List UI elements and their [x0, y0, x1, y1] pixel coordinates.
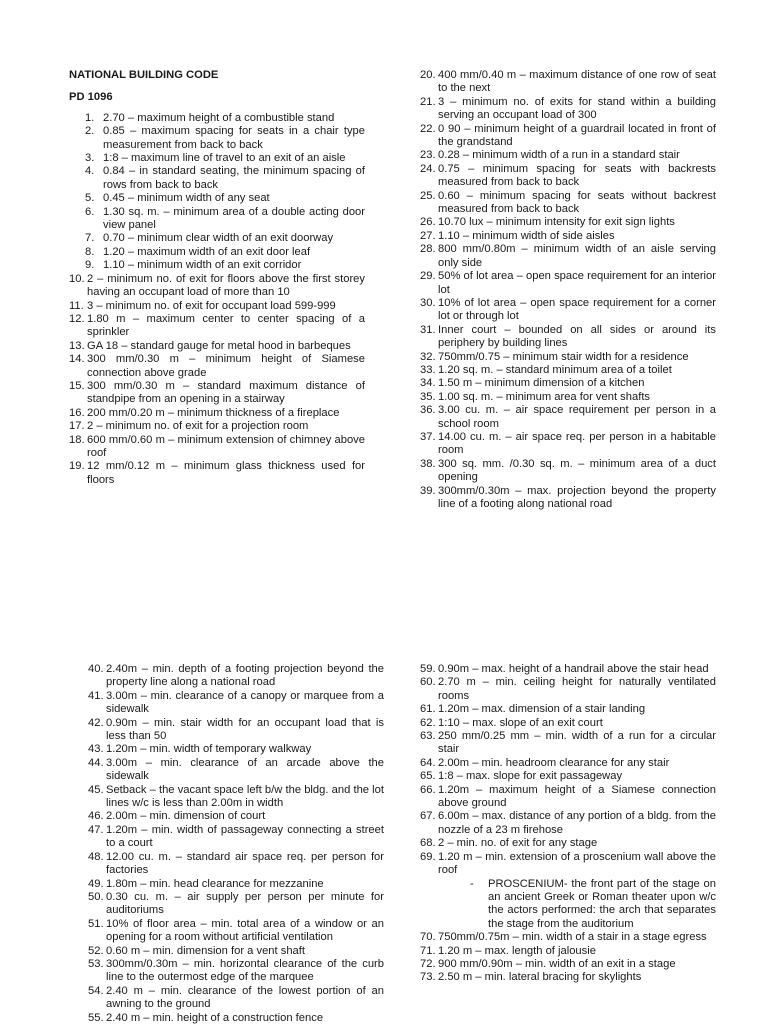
item-number: 16.: [69, 406, 85, 419]
item-text: 750mm/0.75 – minimum stair width for a residence: [438, 350, 689, 363]
item-number: 4.: [85, 165, 95, 178]
item-number: 23.: [420, 149, 436, 162]
item-number: 25.: [420, 189, 436, 202]
list-item: [420, 377, 716, 390]
item-number: 24.: [420, 162, 436, 175]
item-number: 38.: [420, 457, 436, 470]
list-item: [420, 931, 716, 944]
item-number: 64.: [420, 756, 436, 769]
item-list: [88, 663, 384, 1025]
item-text: 2 – minimum no. of exit for a projection room: [87, 420, 309, 433]
item-list: [420, 663, 716, 878]
item-text: 300 mm/0.30 m – minimum height of Siamese connection above grade: [87, 353, 365, 379]
item-number: 11.: [69, 299, 84, 312]
list-item: [420, 243, 716, 270]
item-number: 12.: [69, 312, 85, 325]
list-item: [69, 460, 365, 487]
item-number: 33.: [420, 363, 436, 376]
list-item: [69, 313, 365, 340]
item-number: 59.: [420, 663, 436, 675]
list-item: [69, 259, 365, 272]
list-item: [69, 246, 365, 259]
item-number: 10.: [69, 272, 85, 285]
item-number: 66.: [420, 783, 436, 796]
list-item: [88, 690, 384, 717]
item-text: 50% of lot area – open space requirement for an interior lot: [438, 270, 716, 296]
item-number: 43.: [88, 743, 104, 756]
item-number: 67.: [420, 810, 436, 823]
list-item: [88, 985, 384, 1012]
item-text: 12.00 cu. m. – standard air space req. per person for factories: [106, 850, 384, 877]
list-item: [420, 270, 716, 297]
item-text: 2.40 m – min. height of a construction fence: [106, 1011, 324, 1024]
item-text: 300 mm/0.30 m – standard maximum distance of standpipe from an opening in a stairway: [87, 379, 365, 406]
list-item: [420, 190, 716, 217]
item-text: 900 mm/0.90m – min. width of an exit in a stage: [438, 957, 676, 970]
proscenium-note: [470, 878, 716, 932]
item-text: 2.40m – min. depth of a footing projection beyond the property line along a national road: [106, 663, 384, 689]
item-number: 39.: [420, 484, 436, 497]
item-text: 800 mm/0.80m – minimum width of an aisle serving only side: [438, 243, 716, 269]
item-number: 72.: [420, 957, 436, 970]
item-number: 22.: [420, 122, 436, 135]
item-number: 19.: [69, 460, 85, 473]
document-subtitle: PD 1096: [69, 91, 113, 104]
item-number: 8.: [85, 245, 95, 258]
list-item: [420, 69, 716, 96]
item-text: 2 – minimum no. of exit for floors above the first storey having an occupant load of more than 10: [87, 272, 365, 299]
list-item: [420, 149, 716, 162]
list-item: [420, 163, 716, 190]
item-number: 50.: [88, 890, 104, 903]
item-number: 47.: [88, 823, 104, 836]
item-number: 52.: [88, 944, 104, 957]
list-item: [88, 918, 384, 945]
item-text: 0.90m – max. height of a handrail above the stair head: [438, 663, 709, 675]
list-item: [69, 380, 365, 407]
list-item: [420, 757, 716, 770]
item-text: 1.20 – maximum width of an exit door leaf: [103, 245, 311, 258]
item-text: 10% of floor area – min. total area of a window or an opening for a room without artificial ventilation: [106, 917, 384, 944]
list-item: [88, 784, 384, 811]
item-text: 0 90 – minimum height of a guardrail located in front of the grandstand: [438, 122, 716, 149]
list-item: [420, 730, 716, 757]
item-text: 2.50 m – min. lateral bracing for skylights: [438, 971, 642, 984]
item-text: 0.75 – minimum spacing for seats with backrests measured from back to back: [438, 162, 716, 189]
list-item: [420, 945, 716, 958]
list-item: [69, 112, 365, 125]
item-number: 9.: [85, 259, 95, 272]
list-item: [420, 96, 716, 123]
note-text: PROSCENIUM- the front part of the stage on an ancient Greek or Roman theater upon w/c the actors performed: the arch that separates the stage from the auditorium: [488, 877, 716, 930]
item-text: GA 18 – standard gauge for metal hood in barbeques: [87, 339, 351, 352]
item-text: 1.30 sq. m. – minimum area of a double acting door view panel: [103, 205, 365, 232]
item-number: 14.: [69, 353, 85, 366]
list-item: [69, 273, 365, 300]
item-number: 45.: [88, 783, 104, 796]
item-text: 1.20 m – max. length of jalousie: [438, 944, 596, 957]
list-item: [69, 165, 365, 192]
list-item: [420, 770, 716, 783]
list-item: [88, 1012, 384, 1025]
item-number: 15.: [69, 379, 85, 392]
list-item: [88, 810, 384, 823]
item-text: 3 – minimum no. of exit for occupant load 599-999: [87, 299, 336, 312]
list-item: [69, 125, 365, 152]
list-item: [69, 353, 365, 380]
list-item: [420, 485, 716, 512]
item-number: 27.: [420, 229, 436, 242]
item-text: 0.85 – maximum spacing for seats in a chair type measurement from back to back: [103, 125, 365, 151]
item-number: 41.: [88, 689, 104, 702]
item-text: 10% of lot area – open space requirement for a corner lot or through lot: [438, 296, 716, 323]
item-number: 65.: [420, 770, 436, 783]
item-text: 6.00m – max. distance of any portion of a bldg. from the nozzle of a 23 m firehose: [438, 810, 716, 836]
item-text: 1.20m – min. width of temporary walkway: [106, 743, 312, 756]
list-item: [69, 300, 365, 313]
list-item: [420, 676, 716, 703]
list-item: [420, 958, 716, 971]
item-number: 5.: [85, 192, 95, 205]
item-number: 21.: [420, 95, 436, 108]
item-number: 17.: [69, 420, 85, 433]
item-number: 3.: [85, 152, 95, 165]
item-text: 1:8 – maximum line of travel to an exit of an aisle: [103, 152, 346, 165]
item-text: 0.60 m – min. dimension for a vent shaft: [106, 944, 305, 957]
item-number: 63.: [420, 730, 436, 743]
item-list: [420, 931, 716, 985]
list-item: [88, 663, 384, 690]
item-text: 0.84 – in standard seating, the minimum spacing of rows from back to back: [103, 165, 365, 191]
item-text: 3.00m – min. clearance of an arcade above the sidewalk: [106, 756, 384, 783]
item-text: 300mm/0.30m – min. horizontal clearance of the curb line to the outermost edge of the marquee: [106, 957, 384, 984]
list-item: [88, 851, 384, 878]
list-item: [420, 297, 716, 324]
item-text: 2.00m – min. headroom clearance for any stair: [438, 756, 670, 769]
list-item: [88, 743, 384, 756]
item-number: 61.: [420, 703, 436, 716]
list-item: [420, 364, 716, 377]
item-text: Inner court – bounded on all sides or around its periphery by building lines: [438, 323, 716, 350]
item-number: 46.: [88, 810, 104, 823]
item-text: 10.70 lux – minimum intensity for exit sign lights: [438, 216, 675, 229]
item-text: 1.20 m – min. extension of a proscenium wall above the roof: [438, 850, 716, 877]
item-number: 49.: [88, 877, 104, 890]
item-number: 30.: [420, 296, 436, 309]
item-text: 1.20m – min. width of passageway connecting a street to a court: [106, 823, 384, 850]
item-number: 2.: [85, 125, 95, 138]
item-text: 3.00m – min. clearance of a canopy or marquee from a sidewalk: [106, 689, 384, 716]
list-item: [420, 351, 716, 364]
list-item: [69, 192, 365, 205]
item-text: 3.00 cu. m. – air space requirement per person in a school room: [438, 404, 716, 430]
item-text: 1.20m – max. dimension of a stair landing: [438, 703, 646, 716]
item-text: 1:8 – max. slope for exit passageway: [438, 770, 623, 783]
list-item: [69, 420, 365, 433]
item-text: 12 mm/0.12 m – minimum glass thickness used for floors: [87, 460, 365, 486]
item-text: 1:10 – max. slope of an exit court: [438, 716, 603, 729]
column-2: [420, 69, 716, 511]
item-number: 40.: [88, 663, 104, 675]
item-number: 28.: [420, 243, 436, 256]
list-item: [88, 717, 384, 744]
item-text: 3 – minimum no. of exits for stand within a building serving an occupant load of 300: [438, 95, 716, 122]
item-number: 20.: [420, 69, 436, 81]
item-number: 71.: [420, 944, 436, 957]
item-text: 2.00m – min. dimension of court: [106, 810, 266, 823]
item-number: 7.: [85, 232, 95, 245]
list-item: [88, 824, 384, 851]
item-number: 70.: [420, 931, 436, 944]
list-item: [420, 851, 716, 878]
item-number: 29.: [420, 270, 436, 283]
item-number: 69.: [420, 850, 436, 863]
item-text: 2 – min. no. of exit for any stage: [438, 837, 598, 850]
list-item: [69, 152, 365, 165]
item-text: 0.45 – minimum width of any seat: [103, 192, 270, 205]
list-item: [88, 878, 384, 891]
item-text: 300 sq. mm. /0.30 sq. m. – minimum area of a duct opening: [438, 457, 716, 484]
item-text: 250 mm/0.25 mm – min. width of a run for a circular stair: [438, 730, 716, 756]
list-item: [420, 324, 716, 351]
item-number: 53.: [88, 957, 104, 970]
item-number: 51.: [88, 917, 104, 930]
list-item: [88, 757, 384, 784]
item-number: 55.: [88, 1011, 104, 1024]
list-item: [88, 945, 384, 958]
list-item: [69, 206, 365, 233]
item-number: 6.: [85, 205, 95, 218]
item-number: 35.: [420, 390, 436, 403]
item-list: [420, 69, 716, 511]
item-number: 54.: [88, 984, 104, 997]
column-3: [88, 663, 384, 1025]
list-item: [420, 717, 716, 730]
list-item: [69, 434, 365, 461]
item-text: 2.70 – maximum height of a combustible stand: [103, 111, 335, 124]
item-text: 200 mm/0.20 m – minimum thickness of a fireplace: [87, 406, 340, 419]
list-item: [88, 958, 384, 985]
list-item: [420, 810, 716, 837]
list-item: [420, 458, 716, 485]
list-item: [420, 230, 716, 243]
item-number: 42.: [88, 716, 104, 729]
item-number: 68.: [420, 837, 436, 850]
item-number: 73.: [420, 971, 436, 984]
item-number: 48.: [88, 850, 104, 863]
document-title: NATIONAL BUILDING CODE: [69, 69, 219, 81]
column-1: [69, 69, 365, 487]
item-number: 62.: [420, 716, 436, 729]
list-item: [420, 216, 716, 229]
list-item: [420, 837, 716, 850]
item-text: 0.28 – minimum width of a run in a standard stair: [438, 149, 680, 162]
item-text: 0.60 – minimum spacing for seats without backrest measured from back to back: [438, 189, 716, 216]
item-text: 0.30 cu. m. – air supply per person per minute for auditoriums: [106, 890, 384, 917]
item-number: 26.: [420, 216, 436, 229]
item-text: 14.00 cu. m. – air space req. per person in a habitable room: [438, 430, 716, 457]
item-text: 0.70 – minimum clear width of an exit doorway: [103, 232, 334, 245]
item-number: 34.: [420, 377, 436, 390]
item-number: 13.: [69, 339, 85, 352]
item-text: 0.90m – min. stair width for an occupant load that is less than 50: [106, 716, 384, 743]
list-item: [420, 391, 716, 404]
item-number: 60.: [420, 676, 436, 689]
item-number: 31.: [420, 323, 436, 336]
item-number: 44.: [88, 756, 104, 769]
item-text: 1.10 – minimum width of side aisles: [438, 229, 615, 242]
list-item: [420, 404, 716, 431]
item-text: Setback – the vacant space left b/w the bldg. and the lot lines w/c is less than 2.00m in width: [106, 783, 384, 810]
list-item: [69, 407, 365, 420]
item-text: 1.10 – minimum width of an exit corridor: [103, 259, 302, 272]
item-text: 300mm/0.30m – max. projection beyond the property line of a footing along national road: [438, 484, 716, 510]
note-dash: -: [470, 877, 474, 890]
list-item: [420, 703, 716, 716]
list-item: [88, 891, 384, 918]
item-number: 18.: [69, 433, 85, 446]
item-number: 36.: [420, 404, 436, 417]
item-text: 2.40 m – min. clearance of the lowest portion of an awning to the ground: [106, 984, 384, 1011]
item-number: 37.: [420, 430, 436, 443]
list-item: [420, 123, 716, 150]
list-item: [420, 784, 716, 811]
item-text: 1.20 sq. m. – standard minimum area of a toilet: [438, 363, 672, 376]
item-text: 1.80m – min. head clearance for mezzanine: [106, 877, 324, 890]
item-text: 1.00 sq. m. – minimum area for vent shafts: [438, 390, 651, 403]
item-number: 1.: [85, 111, 95, 124]
list-item: [69, 232, 365, 245]
list-item: [420, 431, 716, 458]
item-text: 1.50 m – minimum dimension of a kitchen: [438, 377, 645, 390]
item-text: 2.70 m – min. ceiling height for naturally ventilated rooms: [438, 676, 716, 702]
list-item: [420, 971, 716, 984]
item-text: 1.20m – maximum height of a Siamese connection above ground: [438, 783, 716, 810]
list-item: [69, 340, 365, 353]
item-list: [69, 112, 365, 487]
item-text: 750mm/0.75m – min. width of a stair in a stage egress: [438, 931, 707, 944]
item-text: 600 mm/0.60 m – minimum extension of chimney above roof: [87, 433, 365, 459]
item-number: 32.: [420, 350, 436, 363]
item-text: 400 mm/0.40 m – maximum distance of one row of seat to the next: [438, 69, 716, 95]
item-text: 1.80 m – maximum center to center spacing of a sprinkler: [87, 312, 365, 339]
list-item: [420, 663, 716, 676]
column-4: [420, 663, 716, 985]
